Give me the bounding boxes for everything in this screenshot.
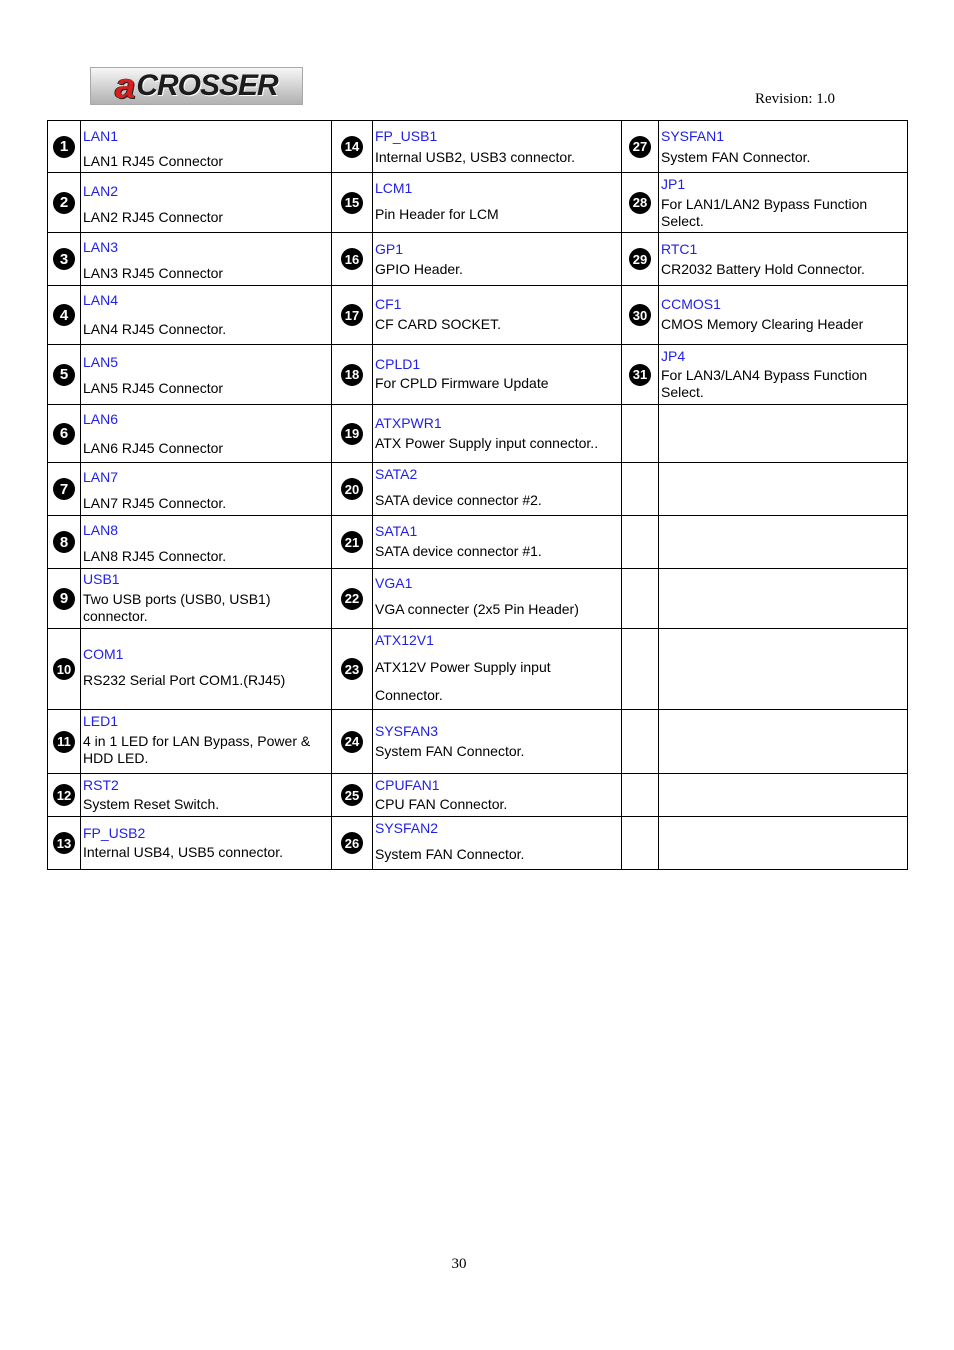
component-name: CPUFAN1 [375,777,440,793]
component-name: ATX12V1 [375,632,434,648]
number-cell [48,121,81,173]
empty-component-cell [659,569,908,629]
table-row [48,286,908,345]
component-name: LAN8 [83,522,119,538]
number-cell [622,345,659,405]
component-cell [81,405,332,463]
number-badge: 21 [341,531,363,553]
component-cell [81,774,332,817]
connector-table-body [48,121,908,870]
number-badge: 29 [629,248,651,270]
table-row [48,774,908,817]
component-description: 4 in 1 LED for LAN Bypass, Power & HDD LED. [83,733,311,766]
number-badge: 17 [341,304,363,326]
number-badge: 8 [53,531,75,553]
component-cell [81,463,332,516]
component-name: RTC1 [661,241,698,257]
component-cell [81,345,332,405]
empty-component-cell [659,405,908,463]
number-cell [48,569,81,629]
number-cell [332,629,373,710]
component-cell [373,710,622,774]
component-cell [373,463,622,516]
component-description: SATA device connector #2. [375,492,542,508]
number-badge: 5 [53,364,75,386]
component-cell [81,569,332,629]
number-cell [48,463,81,516]
component-description: For CPLD Firmware Update [375,375,549,391]
component-description: ATX Power Supply input connector.. [375,435,599,451]
component-name: CF1 [375,296,402,312]
component-cell [81,286,332,345]
empty-number-cell [622,710,659,774]
component-name: LAN1 [83,128,119,144]
number-cell [332,516,373,569]
number-badge: 3 [53,248,75,270]
number-badge: 9 [53,588,75,610]
number-badge: 7 [53,478,75,500]
empty-number-cell [622,629,659,710]
component-description: For LAN1/LAN2 Bypass Function Select. [661,196,868,229]
component-description: System FAN Connector. [661,149,811,165]
number-cell [332,463,373,516]
component-cell [373,569,622,629]
component-name: COM1 [83,646,124,662]
logo-mark: a [115,67,136,105]
table-row [48,817,908,870]
number-badge: 4 [53,304,75,326]
number-badge: 18 [341,364,363,386]
component-cell [373,629,622,710]
component-name: LAN4 [83,292,119,308]
component-cell [373,173,622,233]
number-cell [48,629,81,710]
logo-text: CROSSER [136,69,278,102]
component-description: CPU FAN Connector. [375,796,508,812]
component-description: SATA device connector #1. [375,543,542,559]
component-description: Internal USB2, USB3 connector. [375,149,575,165]
component-name: SYSFAN3 [375,723,439,739]
component-description: For LAN3/LAN4 Bypass Function Select. [661,367,868,400]
component-name: RST2 [83,777,119,793]
table-row [48,710,908,774]
number-badge: 15 [341,192,363,214]
acrosser-logo [90,67,303,105]
number-cell [48,173,81,233]
component-name: LAN5 [83,354,119,370]
table-row [48,463,908,516]
number-badge: 12 [53,784,75,806]
component-description: Pin Header for LCM [375,206,499,222]
empty-component-cell [659,463,908,516]
component-cell [81,629,332,710]
page-number: 30 [451,1256,467,1272]
number-cell [48,710,81,774]
component-description: LAN7 RJ45 Connector. [83,495,227,511]
number-cell [48,774,81,817]
number-badge: 28 [629,192,651,214]
component-description: LAN4 RJ45 Connector. [83,321,227,337]
component-cell [373,774,622,817]
number-badge: 14 [341,136,363,158]
component-name: JP4 [661,348,686,364]
number-badge: 11 [53,731,75,753]
component-description: Two USB ports (USB0, USB1) connector. [83,591,271,624]
component-description: System FAN Connector. [375,846,525,862]
empty-component-cell [659,817,908,870]
component-description: ATX12V Power Supply input Connector. [375,659,551,703]
number-badge: 24 [341,731,363,753]
number-badge: 30 [629,304,651,326]
empty-number-cell [622,817,659,870]
component-name: LAN7 [83,469,119,485]
component-description: CF CARD SOCKET. [375,316,502,332]
component-cell [373,817,622,870]
number-badge: 26 [341,832,363,854]
number-cell [622,286,659,345]
table-row [48,121,908,173]
component-name: SATA2 [375,466,418,482]
number-badge: 13 [53,832,75,854]
number-badge: 25 [341,784,363,806]
component-cell [659,173,908,233]
component-cell [81,710,332,774]
component-name: LED1 [83,713,119,729]
component-name: LCM1 [375,180,413,196]
number-badge: 16 [341,248,363,270]
component-cell [81,817,332,870]
component-description: VGA connecter (2x5 Pin Header) [375,601,579,617]
table-row [48,345,908,405]
component-name: CCMOS1 [661,296,721,312]
number-cell [332,569,373,629]
number-badge: 20 [341,478,363,500]
number-cell [332,121,373,173]
component-description: Internal USB4, USB5 connector. [83,844,283,860]
component-cell [373,405,622,463]
component-name: ATXPWR1 [375,415,442,431]
number-cell [332,774,373,817]
number-badge: 23 [341,658,363,680]
number-badge: 6 [53,423,75,445]
component-name: FP_USB2 [83,825,146,841]
number-cell [48,516,81,569]
component-cell [373,286,622,345]
component-cell [659,121,908,173]
number-badge: 10 [53,658,75,680]
component-description: GPIO Header. [375,261,463,277]
number-cell [332,817,373,870]
empty-number-cell [622,774,659,817]
component-name: VGA1 [375,575,413,591]
component-description: CMOS Memory Clearing Header [661,316,864,332]
component-description: LAN6 RJ45 Connector [83,440,224,456]
component-cell [373,233,622,286]
empty-component-cell [659,629,908,710]
number-badge: 22 [341,588,363,610]
connector-table [47,120,908,870]
empty-component-cell [659,774,908,817]
number-cell [332,405,373,463]
number-cell [48,817,81,870]
table-row [48,516,908,569]
component-name: LAN3 [83,239,119,255]
component-name: LAN6 [83,411,119,427]
number-cell [48,405,81,463]
empty-component-cell [659,710,908,774]
component-cell [373,345,622,405]
number-cell [332,345,373,405]
revision-label: Revision: 1.0 [755,91,836,107]
table-row [48,569,908,629]
component-name: USB1 [83,571,120,587]
empty-number-cell [622,516,659,569]
component-cell [81,516,332,569]
component-description: LAN2 RJ45 Connector [83,209,224,225]
component-description: LAN5 RJ45 Connector [83,380,224,396]
number-cell [48,286,81,345]
number-badge: 2 [53,192,75,214]
number-badge: 1 [53,136,75,158]
number-badge: 19 [341,423,363,445]
empty-number-cell [622,405,659,463]
component-description: LAN8 RJ45 Connector. [83,548,227,564]
component-cell [81,173,332,233]
component-cell [81,233,332,286]
component-cell [373,516,622,569]
component-description: CR2032 Battery Hold Connector. [661,261,865,277]
component-description: RS232 Serial Port COM1.(RJ45) [83,672,286,688]
component-description: System Reset Switch. [83,796,220,812]
table-row [48,233,908,286]
component-name: SYSFAN2 [375,820,439,836]
number-cell [332,286,373,345]
component-description: LAN1 RJ45 Connector [83,153,224,169]
number-cell [332,710,373,774]
empty-component-cell [659,516,908,569]
number-cell [332,233,373,286]
component-name: SYSFAN1 [661,128,725,144]
component-description: System FAN Connector. [375,743,525,759]
number-cell [48,345,81,405]
component-cell [373,121,622,173]
empty-number-cell [622,569,659,629]
component-description: LAN3 RJ45 Connector [83,265,224,281]
number-cell [622,173,659,233]
number-cell [622,233,659,286]
component-name: FP_USB1 [375,128,438,144]
number-badge: 27 [629,136,651,158]
component-name: CPLD1 [375,356,421,372]
table-row [48,173,908,233]
component-name: GP1 [375,241,404,257]
number-cell [622,121,659,173]
component-cell [659,286,908,345]
table-row [48,629,908,710]
component-name: LAN2 [83,183,119,199]
number-cell [48,233,81,286]
component-cell [659,233,908,286]
component-cell [81,121,332,173]
component-name: SATA1 [375,523,418,539]
number-badge: 31 [629,364,651,386]
number-cell [332,173,373,233]
component-name: JP1 [661,176,686,192]
component-cell [659,345,908,405]
table-row [48,405,908,463]
empty-number-cell [622,463,659,516]
